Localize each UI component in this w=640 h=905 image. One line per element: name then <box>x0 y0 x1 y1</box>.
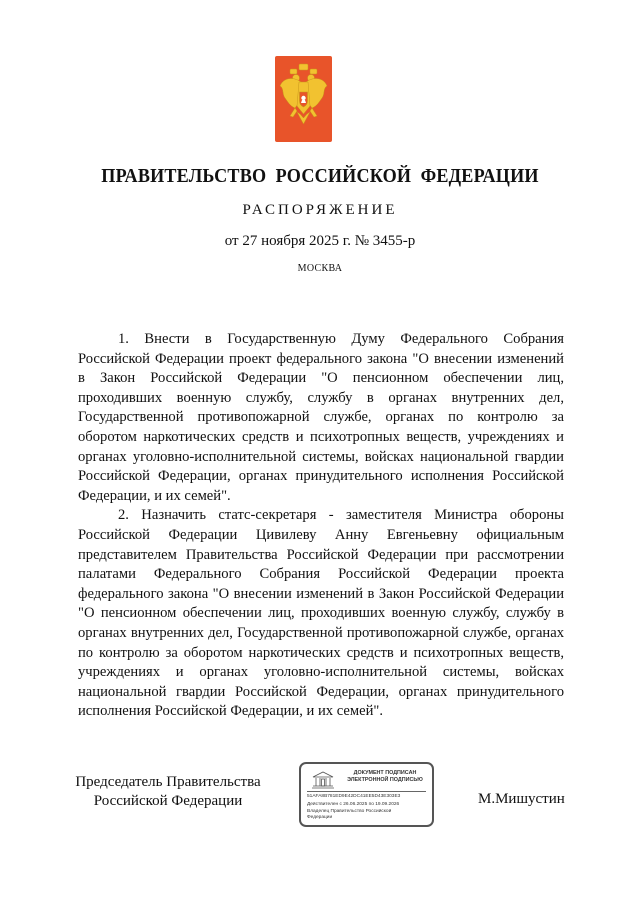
stamp-details <box>307 794 431 821</box>
document-body <box>78 330 564 722</box>
signatory-name: М.Мишустин <box>478 791 565 807</box>
signatory-position <box>68 773 268 810</box>
document-date-number: от 27 ноября 2025 г. № 3455-р <box>224 233 416 249</box>
signatory-position-line1: Председатель Правительства <box>75 774 261 790</box>
document-city: МОСКВА <box>297 263 343 274</box>
stamp-validity: Действителен с 26.06.2025 по 19.09.2026 <box>307 802 400 808</box>
paragraph-2: 2. Назначить статс-секретаря - заместителя Министра обороны Российской Федерации Цивилеву Анну Евгеньевну официальным представителем Правительства Российской Федерации при рассмотрении палатами Федерального Собрания Российской Федерации проекта федерального закона "О внесении изменений в Закон Российской Федерации "О пенсионном обеспечении лиц, проходивших военную службу, службу в органах внутренних дел, Государственной противопожарной службе, органах по контролю за оборотом наркотических средств и психотропных веществ, учреждениях и органах уголовно-исполнительной системы, войсках национальной гвардии Российской Федерации, органах принудительного исполнения Российской Федерации, и их семей". <box>78 507 564 720</box>
government-building-icon <box>309 770 337 790</box>
document-type: РАСПОРЯЖЕНИЕ <box>242 202 398 218</box>
stamp-divider <box>307 791 426 792</box>
government-title: ПРАВИТЕЛЬСТВО РОССИЙСКОЙ ФЕДЕРАЦИИ <box>101 166 539 187</box>
stamp-heading-line1: ДОКУМЕНТ ПОДПИСАН <box>353 770 417 776</box>
stamp-heading-line2: ЭЛЕКТРОННОЙ ПОДПИСЬЮ <box>347 777 423 783</box>
stamp-heading <box>339 770 431 784</box>
signatory-position-line2: Российской Федерации <box>93 792 243 809</box>
stamp-owner-line2: Федерации <box>307 814 333 820</box>
paragraph-1: 1. Внести в Государственную Думу Федерального Собрания Российской Федерации проект федерального закона "О внесении изменений в Закон Российской Федерации "О пенсионном обеспечении лиц, проходивших военную службу, службу в органах внутренних дел, Государственной противопожарной службе, органах по контролю за оборотом наркотических средств и психотропных веществ, учреждениях и органах уголовно-исполнительной системы, войсках национальной гвардии Российской Федерации, органах принудительного исполнения Российской Федерации, и их семей". <box>78 331 564 504</box>
stamp-certificate: 51AFA8B781ED9E42DC41EE5D43E303E3 <box>307 794 401 799</box>
stamp-owner-line1: Владелец Правительство Российской <box>307 808 392 814</box>
electronic-signature-stamp <box>299 762 434 827</box>
coat-of-arms-icon <box>275 56 332 142</box>
